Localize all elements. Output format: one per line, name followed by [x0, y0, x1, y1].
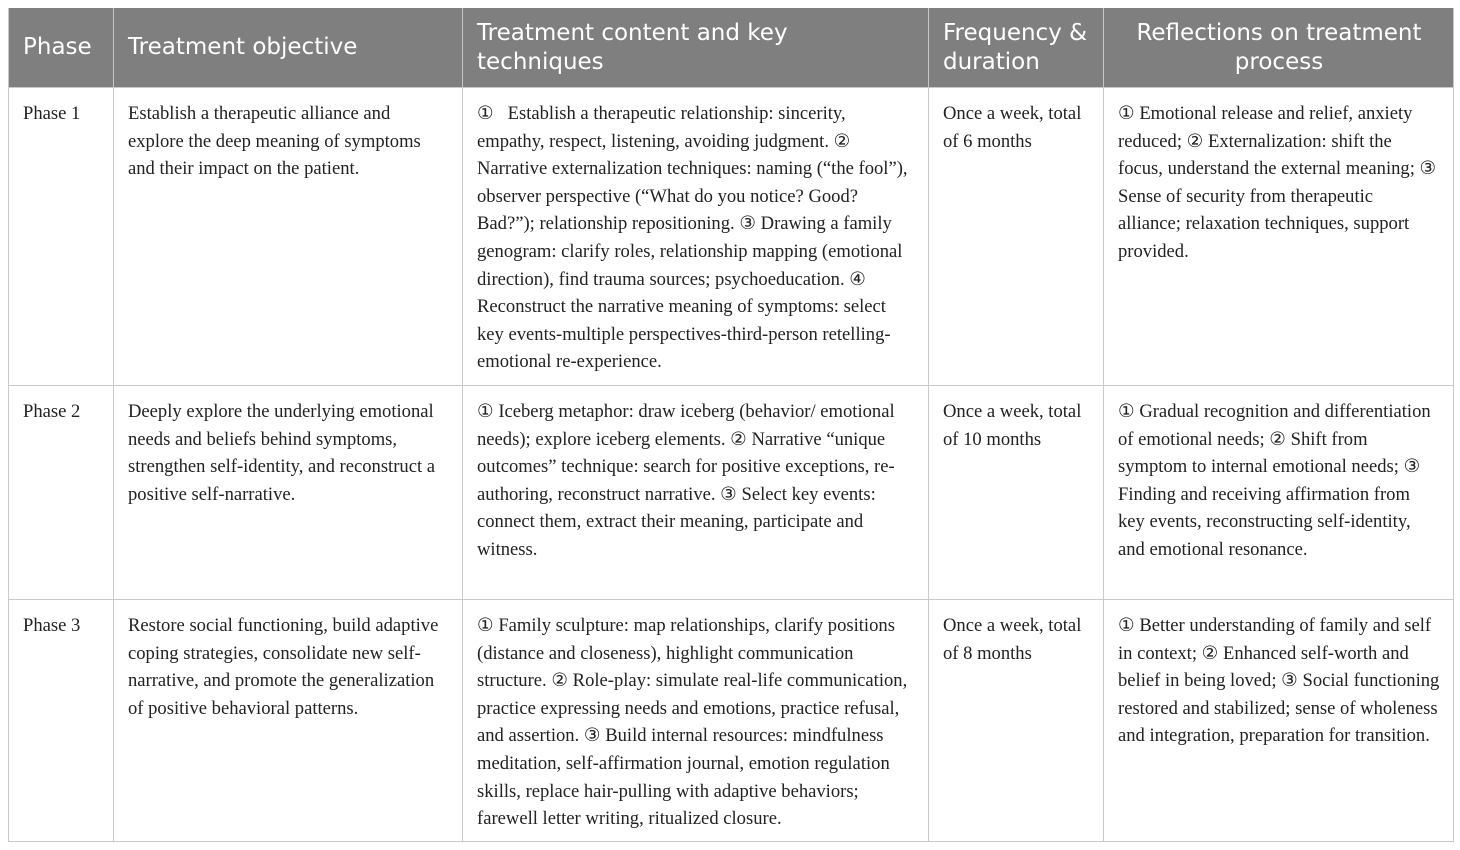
cell-reflections: ① Gradual recognition and differentiation of emotional needs; ② Shift from symptom to internal emotional needs; ③ Finding and receiving affirmation from key events, reconstructing self-identity, and emotional resonance. — [1104, 386, 1454, 600]
header-reflections: Reflections on treatment process — [1104, 8, 1454, 88]
treatment-phases-table — [8, 8, 1454, 842]
header-phase: Phase — [9, 8, 114, 88]
cell-content: ① Iceberg metaphor: draw iceberg (behavior/ emotional needs); explore iceberg elements. ② Narrative “unique outcomes” technique: search for positive exceptions, re-authoring, reconstruct narrative. ③ Select key events: connect them, extract their meaning, participate and witness. — [463, 386, 929, 600]
table-row — [9, 600, 1454, 842]
cell-objective: Deeply explore the underlying emotional needs and beliefs behind symptoms, strengthen self-identity, and reconstruct a positive self-narrative. — [114, 386, 463, 600]
cell-phase: Phase 2 — [9, 386, 114, 600]
cell-frequency: Once a week, total of 8 months — [929, 600, 1104, 842]
table-header-row — [9, 8, 1454, 88]
cell-reflections: ① Better understanding of family and self in context; ② Enhanced self-worth and belief in being loved; ③ Social functioning restored and stabilized; sense of wholeness and integration, preparation for transition. — [1104, 600, 1454, 842]
cell-objective: Restore social functioning, build adaptive coping strategies, consolidate new self-narrative, and promote the generalization of positive behavioral patterns. — [114, 600, 463, 842]
header-frequency-duration: Frequency & duration — [929, 8, 1104, 88]
cell-phase: Phase 1 — [9, 88, 114, 386]
treatment-table-container — [8, 8, 1453, 842]
cell-objective: Establish a therapeutic alliance and explore the deep meaning of symptoms and their impact on the patient. — [114, 88, 463, 386]
header-treatment-content: Treatment content and key techniques — [463, 8, 929, 88]
cell-frequency: Once a week, total of 6 months — [929, 88, 1104, 386]
cell-phase: Phase 3 — [9, 600, 114, 842]
cell-content: ① Family sculpture: map relationships, clarify positions (distance and closeness), highlight communication structure. ② Role-play: simulate real-life communication, practice expressing needs and emotions, practice refusal, and assertion. ③ Build internal resources: mindfulness meditation, self-affirmation journal, emotion regulation skills, replace hair-pulling with adaptive behaviors; farewell letter writing, ritualized closure. — [463, 600, 929, 842]
cell-frequency: Once a week, total of 10 months — [929, 386, 1104, 600]
header-treatment-objective: Treatment objective — [114, 8, 463, 88]
table-row — [9, 88, 1454, 386]
table-row — [9, 386, 1454, 600]
cell-reflections: ① Emotional release and relief, anxiety reduced; ② Externalization: shift the focus, understand the external meaning; ③ Sense of security from therapeutic alliance; relaxation techniques, support provided. — [1104, 88, 1454, 386]
cell-content: ① Establish a therapeutic relationship: sincerity, empathy, respect, listening, avoiding judgment. ② Narrative externalization techniques: naming (“the fool”), observer perspective (“What do you notice? Good? Bad?”); relationship repositioning. ③ Drawing a family genogram: clarify roles, relationship mapping (emotional direction), find trauma sources; psychoeducation. ④ Reconstruct the narrative meaning of symptoms: select key events-multiple perspectives-third-person retelling-emotional re-experience. — [463, 88, 929, 386]
